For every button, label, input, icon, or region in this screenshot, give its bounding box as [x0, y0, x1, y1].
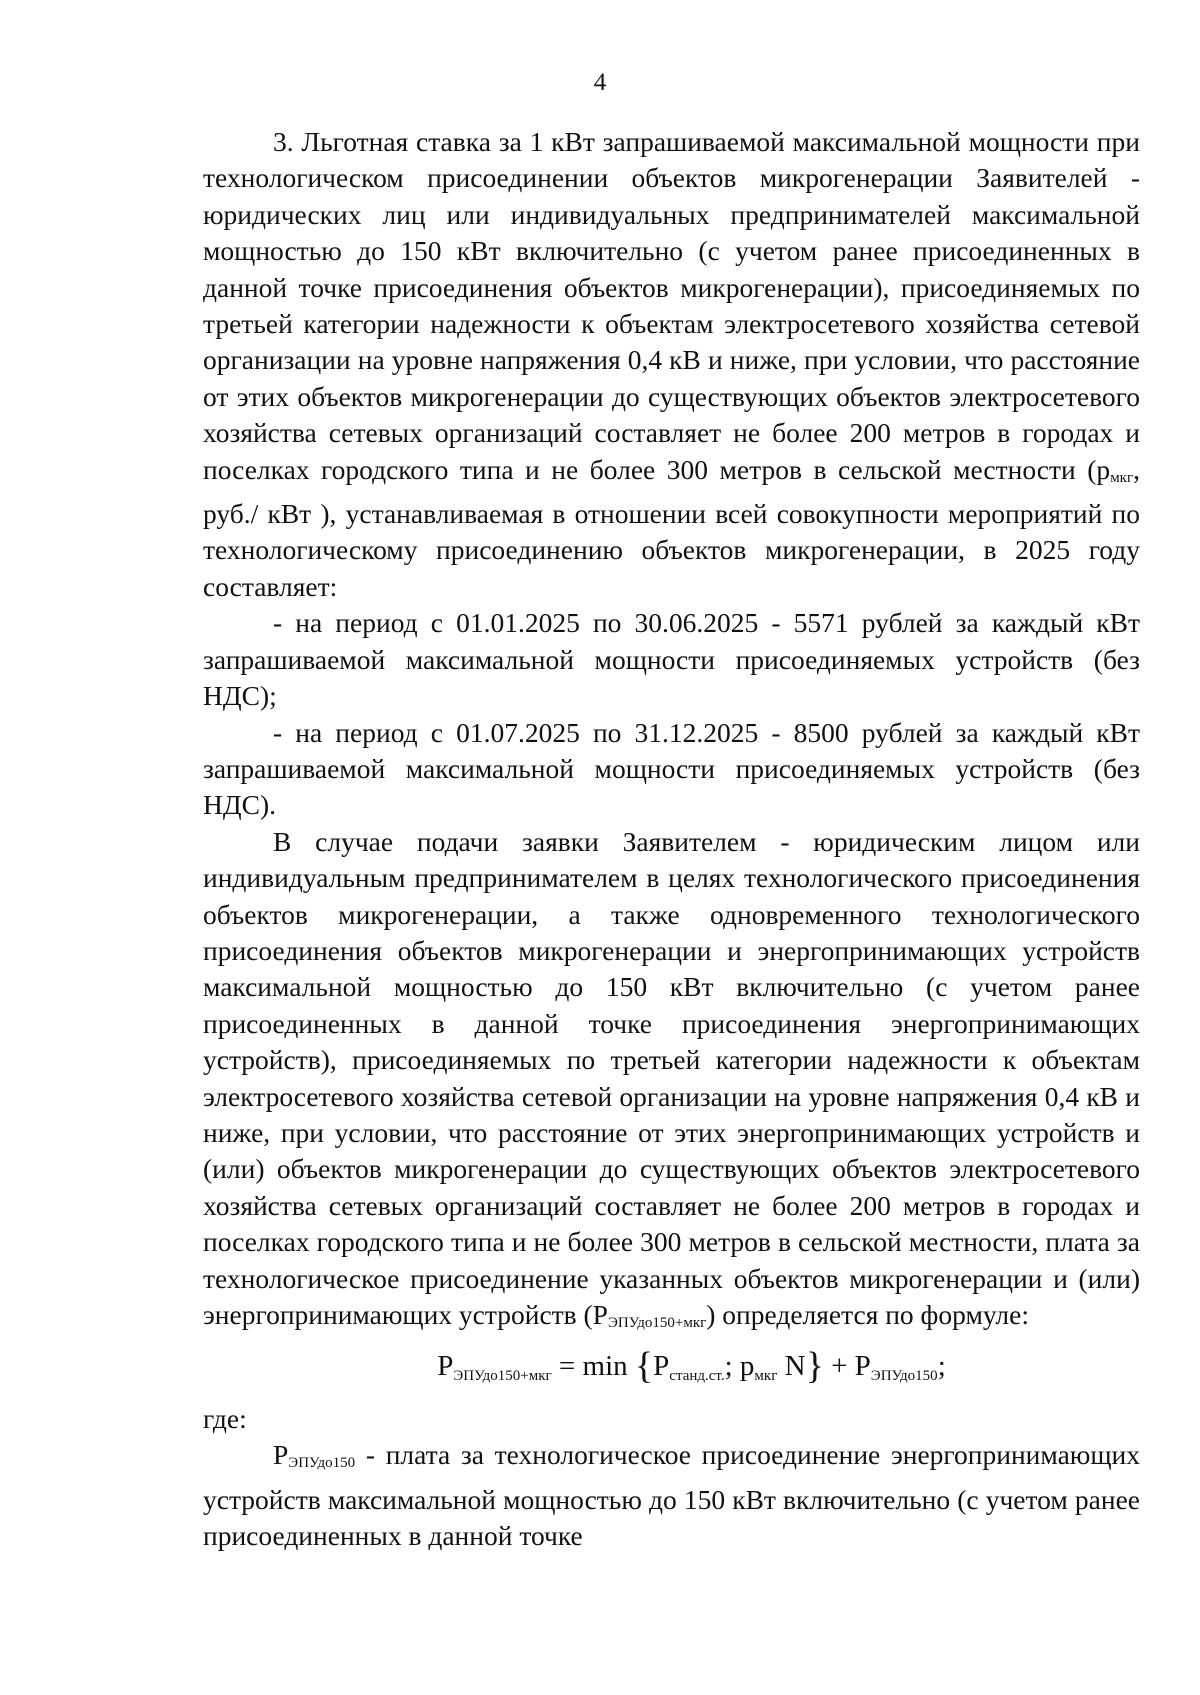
- formula-term-c-sub: ЭПУдо150: [870, 1368, 938, 1385]
- paragraph-case-text: В случае подачи заявки Заявителем - юридическим лицом или индивидуальным предпринимателем в целях технологического присоединения объектов микрогенерации, а также одновременного технологического присоединения объектов микрогенерации и энергопринимающих устройств максимальной мощностью до 150 кВт включительно (с учетом ранее присоединенных в данной точке присоединения энергопринимающих устройств), присоединяемых по третьей категории надежности к объектам электросетевого хозяйства сетевой организации на уровне напряжения 0,4 кВ и ниже, при условии, что расстояние от этих энергопринимающих устройств и (или) объектов микрогенерации до существующих объектов электросетевого хозяйства сетевых организаций составляет не более 200 метров в городах и поселках городского типа и не более 300 метров в сельской местности, плата за технологическое присоединение указанных объектов микрогенерации и (или) энергопринимающих устройств (Р: [203, 825, 1140, 1330]
- formula-term-a-sub: станд.ст.: [669, 1368, 725, 1385]
- rate-item-1: - на период с 01.01.2025 по 30.06.2025 - 5571 рублей за каждый кВт запрашиваемой максимальной мощности присоединяемых устройств (без НДС);: [203, 607, 1140, 712]
- paragraph-case: [203, 824, 1140, 1342]
- paragraph-case-tail: ) определяется по формуле:: [706, 1299, 1029, 1330]
- paragraph-3: [203, 124, 1140, 605]
- subscript-mkg: мкг: [1110, 469, 1134, 486]
- formula-lhs-sub: ЭПУдо150+мкг: [453, 1368, 552, 1385]
- page-number: 4: [593, 69, 607, 96]
- formula-sep: ; р: [724, 1350, 755, 1383]
- formula-close-brace: }: [805, 1345, 824, 1388]
- subscript-epu-mkg: ЭПУдо150+мкг: [607, 1315, 707, 1331]
- formula: [203, 1341, 1140, 1401]
- term-text: - плата за технологическое присоединение энергопринимающих устройств максимальной мощностью до 150 кВт включительно (с учетом ранее присоединенных в данной точке: [203, 1439, 1140, 1552]
- formula-plus: + Р: [831, 1350, 871, 1383]
- document-body: [203, 124, 1140, 1555]
- term-symbol: Р: [273, 1439, 289, 1471]
- formula-term-a: Р: [653, 1350, 670, 1383]
- where-label: где:: [203, 1403, 247, 1435]
- formula-eq: = min: [558, 1350, 628, 1383]
- paragraph-3-text-end: , руб./ кВт ), устанавливаемая в отношении всей совокупности мероприятий по технологическому присоединению объектов микрогенерации, в 2025 году составляет:: [203, 453, 1140, 602]
- term-symbol-sub: ЭПУдо150: [288, 1455, 356, 1472]
- formula-n: N: [784, 1350, 806, 1383]
- term-definition: [203, 1437, 1140, 1554]
- formula-lhs: Р: [437, 1350, 454, 1383]
- rate-item-2: - на период с 01.07.2025 по 31.12.2025 - 8500 рублей за каждый кВт запрашиваемой максимальной мощности присоединяемых устройств (без НДС).: [203, 716, 1140, 821]
- formula-open-brace: {: [634, 1345, 654, 1388]
- formula-term-b-sub: мкг: [754, 1368, 778, 1385]
- paragraph-3-text: 3. Льготная ставка за 1 кВт запрашиваемой максимальной мощности при технологическом присоединении объектов микрогенерации Заявителей - юридических лиц или индивидуальных предпринимателей максимальной мощностью до 150 кВт включительно (с учетом ранее присоединенных в данной точке присоединения объектов микрогенерации), присоединяемых по третьей категории надежности к объектам электросетевого хозяйства сетевой организации на уровне напряжения 0,4 кВ и ниже, при условии, что расстояние от этих объектов микрогенерации до существующих объектов электросетевого хозяйства сетевых организаций составляет не более 200 метров в городах и поселках городского типа и не более 300 метров в сельской местности (р: [203, 126, 1140, 485]
- formula-end: ;: [937, 1350, 946, 1383]
